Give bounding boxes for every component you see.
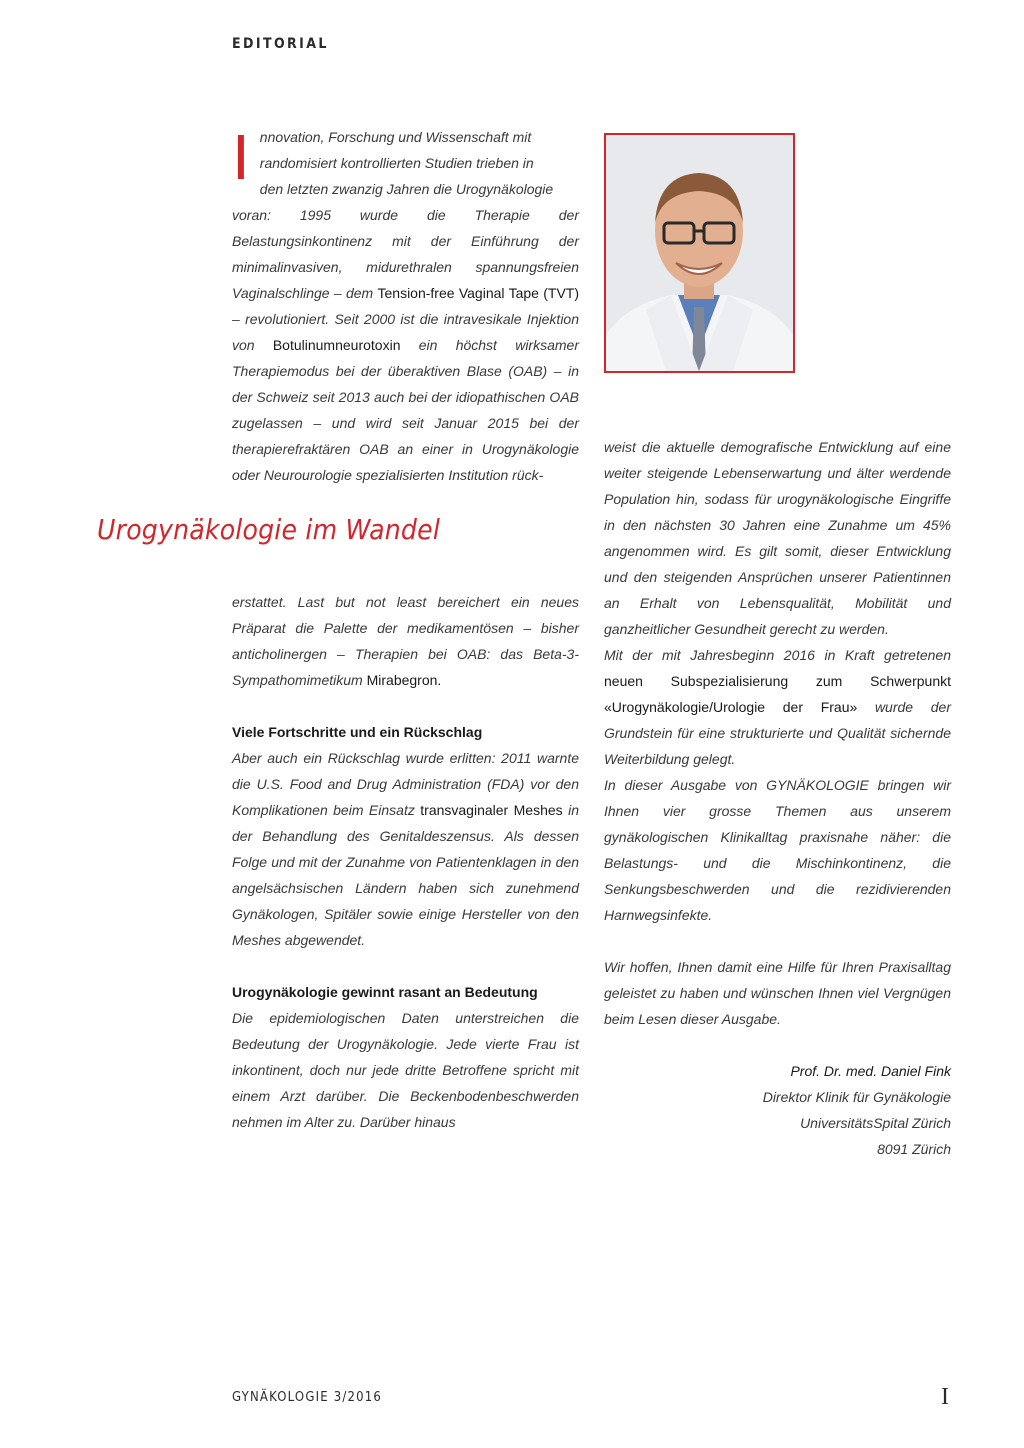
intro-paragraph: voran: 1995 wurde die Therapie der Belastungsinkontinenz mit der Einführung der minimalinvasiven, midurethralen spannungsfreien Vaginalschlinge – dem Tension-free Vaginal Tape (TVT) – revolutioniert. Seit 2000 ist die intravesikale Injektion von Botulinumneurotoxin ein höchst wirksamer Therapiemodus bei der überaktiven Blase (OAB) – in der Schweiz seit 2013 auch bei der idiopathischen OAB zugelassen – und wird seit Januar 2015 bei der therapierefraktären OAB an einer in Urogynäkologie oder Neurourologie spezialisierten Institution rück- — [232, 207, 579, 483]
author-institution: UniversitätsSpital Zürich — [800, 1115, 951, 1131]
body-paragraph: Mit der mit Jahresbeginn 2016 in Kraft getretenen neuen Subspezialisierung zum Schwerpunkt «Urogynäkologie/Urologie der Frau» wurde der Grundstein für eine strukturierte und Qualität sichernde Weiterbildung gelegt. — [604, 647, 951, 767]
highlight-meshes: transvaginaler Meshes — [420, 802, 563, 818]
author-city: 8091 Zürich — [877, 1141, 951, 1157]
intro-line: randomisiert kontrollierten Studien trieben in — [259, 155, 534, 171]
author-name: Prof. Dr. med. Daniel Fink — [790, 1063, 951, 1079]
journal-issue: GYNÄKOLOGIE 3/2016 — [232, 1390, 383, 1405]
author-role: Direktor Klinik für Gynäkologie — [762, 1089, 951, 1105]
intro-line: den letzten zwanzig Jahren die Urogynäkologie — [259, 181, 554, 197]
highlight-mirabegron: Mirabegron. — [366, 672, 442, 688]
body-paragraph: Die epidemiologischen Daten unterstreichen die Bedeutung der Urogynäkologie. Jede vierte Frau ist inkontinent, doch nur jede dritte Betroffene spricht mit einem Arzt darüber. Die Beckenbodenbeschwerden nehmen im Alter zu. Darüber hinaus — [232, 1010, 579, 1130]
highlight-subspecialization: neuen Subspezialisierung zum Schwerpunkt «Urogynäkologie/Urologie der Frau» — [604, 673, 951, 715]
intro-column — [232, 121, 579, 488]
highlight-tvt: Tension-free Vaginal Tape (TVT) — [377, 285, 579, 301]
section-heading: Urogynäkologie gewinnt rasant an Bedeutung — [232, 984, 538, 1000]
section-label: EDITORIAL — [232, 36, 329, 52]
body-paragraph: Aber auch ein Rückschlag wurde erlitten: 2011 warnte die U.S. Food and Drug Administration (FDA) vor den Komplikationen beim Einsatz transvaginaler Meshes in der Behandlung des Genitaldeszensus. Als dessen Folge und mit der Zunahme von Patientenklagen in den angelsächsischen Ländern haben sich zunehmend Gynäkologen, Spitäler sowie einige Hersteller von den Meshes abgewendet. — [232, 750, 579, 948]
section-heading: Viele Fortschritte und ein Rückschlag — [232, 724, 483, 740]
body-paragraph: Wir hoffen, Ihnen damit eine Hilfe für Ihren Praxisalltag geleistet zu haben und wünschen Ihnen viel Vergnügen beim Lesen dieser Ausgabe. — [604, 959, 951, 1027]
intro-continued-paragraph: erstattet. Last but not least bereichert ein neues Präparat die Palette der medikamentösen – bisher anticholinergen – Therapien bei OAB: das Beta-3-Sympathomimetikum Mirabegron. — [232, 594, 579, 688]
author-portrait — [604, 133, 795, 373]
body-paragraph: In dieser Ausgabe von GYNÄKOLOGIE bringen wir Ihnen vier grosse Themen aus unserem gynäkologischen Klinikalltag praxisnahe näher: die Belastungs- und die Mischinkontinenz, die Senkungsbeschwerden und die rezidivierenden Harnwegsinfekte. — [604, 777, 951, 923]
intro-line: nnovation, Forschung und Wissenschaft mit — [259, 129, 532, 145]
signature-block — [604, 1058, 951, 1162]
right-column — [604, 434, 951, 1162]
editorial-title: Urogynäkologie im Wandel — [97, 513, 441, 546]
body-paragraph: weist die aktuelle demografische Entwicklung auf eine weiter steigende Lebenserwartung und älter werdende Population hin, sodass für urogynäkologische Eingriffe in den nächsten 30 Jahren eine Zunahme um 45% angenommen wird. Es gilt somit, dieser Entwicklung und den steigenden Ansprüchen unserer Patientinnen an Erhalt von Lebensqualität, Mobilität und ganzheitlicher Gesundheit gerecht zu werden. — [604, 439, 951, 637]
portrait-illustration — [606, 135, 793, 371]
page-number: I — [941, 1384, 949, 1410]
left-column-continued — [232, 589, 579, 1135]
drop-cap: I — [232, 121, 250, 193]
highlight-botulinum: Botulinumneurotoxin — [272, 337, 401, 353]
